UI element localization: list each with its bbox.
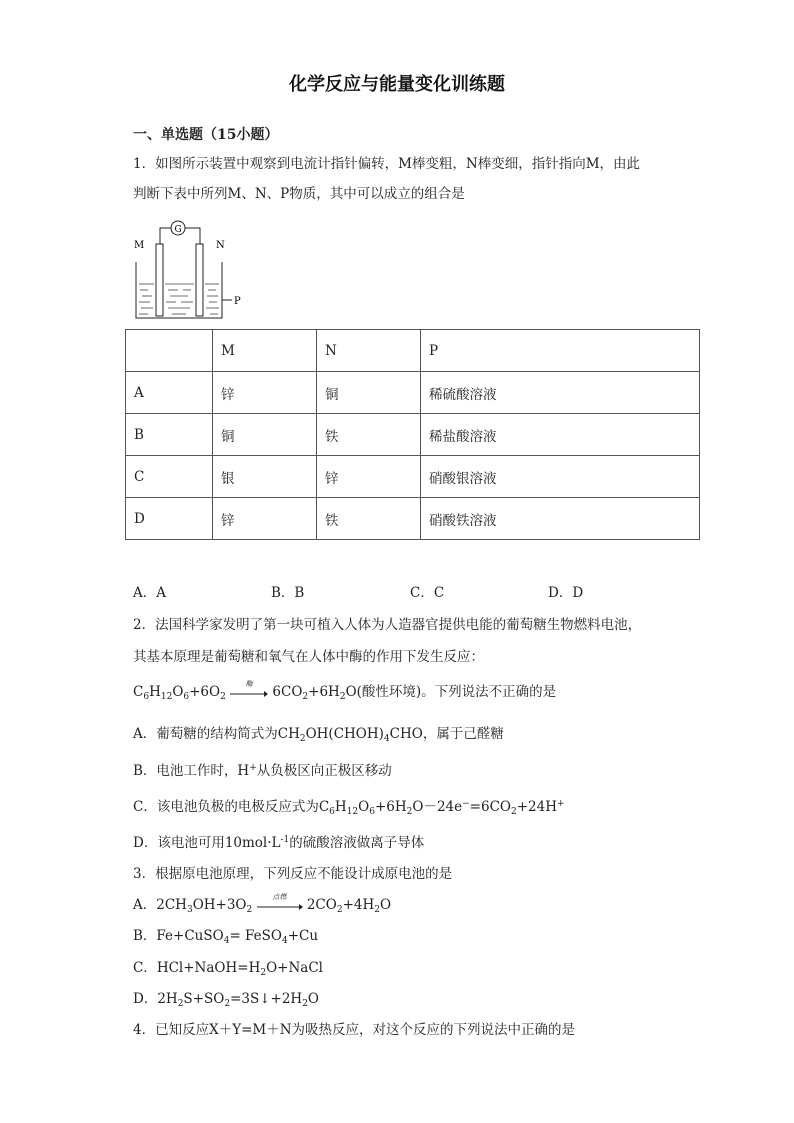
q2-option-d <box>133 831 424 851</box>
opt-text: O+NaCl <box>266 960 323 976</box>
table-row <box>126 414 700 456</box>
opt-text: OH(CHOH) <box>305 726 384 742</box>
table-cell: 硝酸铁溶液 <box>421 498 700 540</box>
table-cell: 铁 <box>317 498 421 540</box>
opt-sub: 4 <box>281 936 288 946</box>
table-cell: D <box>126 498 213 540</box>
figure-label-n: N <box>216 240 225 251</box>
table-cell: N <box>317 330 421 372</box>
eq-sub: 2 <box>220 692 226 702</box>
table-cell: 铜 <box>213 414 317 456</box>
opt-text: D．该电池可用10mol·L <box>133 835 281 851</box>
opt-text: C．HCl+NaOH=H <box>133 960 261 976</box>
table-cell: C <box>126 456 213 498</box>
opt-text: S+SO <box>183 991 225 1007</box>
eq-text: C <box>133 684 144 700</box>
opt-text: OH+3O <box>192 897 247 913</box>
opt-sub: 4 <box>383 734 390 744</box>
eq-sub: 6 <box>143 692 150 702</box>
eq-sub: 12 <box>160 692 173 702</box>
q1-line2: 判断下表中所列M、N、P物质，其中可以成立的组合是 <box>133 186 465 202</box>
opt-text: D．2H <box>133 991 178 1007</box>
table-cell: 稀硫酸溶液 <box>421 372 700 414</box>
q2-option-b <box>133 759 392 779</box>
page-title: 化学反应与能量变化训练题 <box>289 74 505 95</box>
table-cell: B <box>126 414 213 456</box>
opt-text: C．该电池负极的电极反应式为C <box>133 799 330 815</box>
opt-text: CHO，属于己醛糖 <box>389 726 504 742</box>
galvanic-cell-figure <box>128 214 248 322</box>
figure-label-p: P <box>234 296 241 307</box>
opt-sub: 2 <box>510 807 517 817</box>
opt-sub: 2 <box>406 807 413 817</box>
q2-line2: 其基本原理是葡萄糖和氧气在人体中酶的作用下发生反应： <box>133 649 484 665</box>
opt-text: B．Fe+CuSO <box>133 928 224 944</box>
opt-sub: 6 <box>329 807 335 817</box>
opt-sup: + <box>556 799 565 809</box>
opt-sub: 12 <box>346 807 359 817</box>
table-cell: P <box>421 330 700 372</box>
opt-text: =6CO <box>469 799 511 815</box>
table-cell: 硝酸银溶液 <box>421 456 700 498</box>
q2-option-a <box>133 722 504 744</box>
section-heading: 一、单选题（15小题） <box>133 127 279 143</box>
opt-text: 的硫酸溶液做离子导体 <box>289 835 425 851</box>
opt-sub: 2 <box>224 999 231 1009</box>
opt-sub: 6 <box>369 807 375 817</box>
q3-option-b <box>133 924 318 946</box>
opt-sub: 2 <box>374 905 380 915</box>
q1-line1: 1．如图所示装置中观察到电流计指针偏转，M棒变粗，N棒变细，指针指向M，由此 <box>133 156 641 172</box>
q3-line1: 3．根据原电池原理，下列反应不能设计成原电池的是 <box>133 866 453 882</box>
q2-option-c <box>133 795 565 817</box>
q1-option-b: B．B <box>271 585 305 601</box>
opt-sub: 4 <box>223 936 230 946</box>
options-table <box>125 329 700 540</box>
table-row <box>126 498 700 540</box>
q1-option-a: A．A <box>133 585 166 601</box>
q1-option-d: D．D <box>548 585 584 601</box>
table-cell: 稀盐酸溶液 <box>421 414 700 456</box>
opt-text: A．2CH <box>133 897 187 913</box>
opt-sub: 2 <box>336 905 343 915</box>
opt-text: O－24e <box>412 799 463 815</box>
opt-sub: 2 <box>177 999 184 1009</box>
opt-text: = FeSO <box>229 928 282 944</box>
table-cell: A <box>126 372 213 414</box>
table-cell: 银 <box>213 456 317 498</box>
q3-option-c <box>133 956 323 978</box>
opt-sub: 2 <box>260 968 267 978</box>
table-row <box>126 456 700 498</box>
table-cell: 锌 <box>317 456 421 498</box>
figure-galvanometer-label: G <box>174 225 182 235</box>
eq-text: O(酸性环境)。下列说法不正确的是 <box>345 684 557 700</box>
q4-line1: 4．已知反应X＋Y=M＋N为吸热反应，对这个反应的下列说法中正确的是 <box>133 1022 576 1038</box>
table-cell: M <box>213 330 317 372</box>
opt-text: A．葡萄糖的结构简式为CH <box>133 726 300 742</box>
eq-text: H <box>149 684 161 700</box>
opt-sup: − <box>462 799 470 809</box>
eq-text: 6CO <box>272 684 303 700</box>
opt-sup: -1 <box>280 835 290 845</box>
reaction-arrow <box>257 892 303 912</box>
opt-text: H <box>334 799 347 815</box>
opt-sub: 2 <box>246 905 253 915</box>
q3-option-d <box>133 987 319 1009</box>
eq-sub: 2 <box>339 692 346 702</box>
eq-sub: 2 <box>302 692 309 702</box>
opt-text: +6H <box>374 799 407 815</box>
q3-option-a <box>133 893 391 915</box>
opt-text: =3S↓+2H <box>230 991 303 1007</box>
reaction-arrow <box>230 679 268 699</box>
opt-sup: + <box>249 763 257 773</box>
eq-sub: 6 <box>183 692 190 702</box>
q2-equation <box>133 680 556 702</box>
opt-text: 2CO <box>306 897 337 913</box>
opt-text: 从负极区向正极区移动 <box>256 763 392 779</box>
opt-text: +24H <box>516 799 557 815</box>
opt-text: +Cu <box>287 928 319 944</box>
opt-text: +4H <box>342 897 375 913</box>
arrow-label: 点燃 <box>272 892 287 901</box>
arrow-label: 酶 <box>245 679 253 688</box>
opt-text: O <box>358 799 370 815</box>
opt-text: O <box>379 897 392 913</box>
table-row <box>126 330 700 372</box>
eq-text: O <box>172 684 184 700</box>
eq-text: +6O <box>189 684 221 700</box>
opt-sub: 3 <box>186 905 193 915</box>
opt-sub: 2 <box>299 734 306 744</box>
figure-label-m: M <box>134 240 145 251</box>
opt-sub: 2 <box>302 999 308 1009</box>
table-cell: 锌 <box>213 498 317 540</box>
table-cell: 锌 <box>213 372 317 414</box>
q1-option-c: C．C <box>410 585 445 601</box>
table-cell: 铁 <box>317 414 421 456</box>
opt-text: O <box>307 991 319 1007</box>
eq-text: +6H <box>308 684 340 700</box>
table-cell: 铜 <box>317 372 421 414</box>
q2-line1: 2．法国科学家发明了第一块可植入人体为人造器官提供电能的葡萄糖生物燃料电池， <box>133 617 642 633</box>
table-row <box>126 372 700 414</box>
opt-text: B．电池工作时，H <box>133 763 250 779</box>
table-cell <box>126 330 213 372</box>
